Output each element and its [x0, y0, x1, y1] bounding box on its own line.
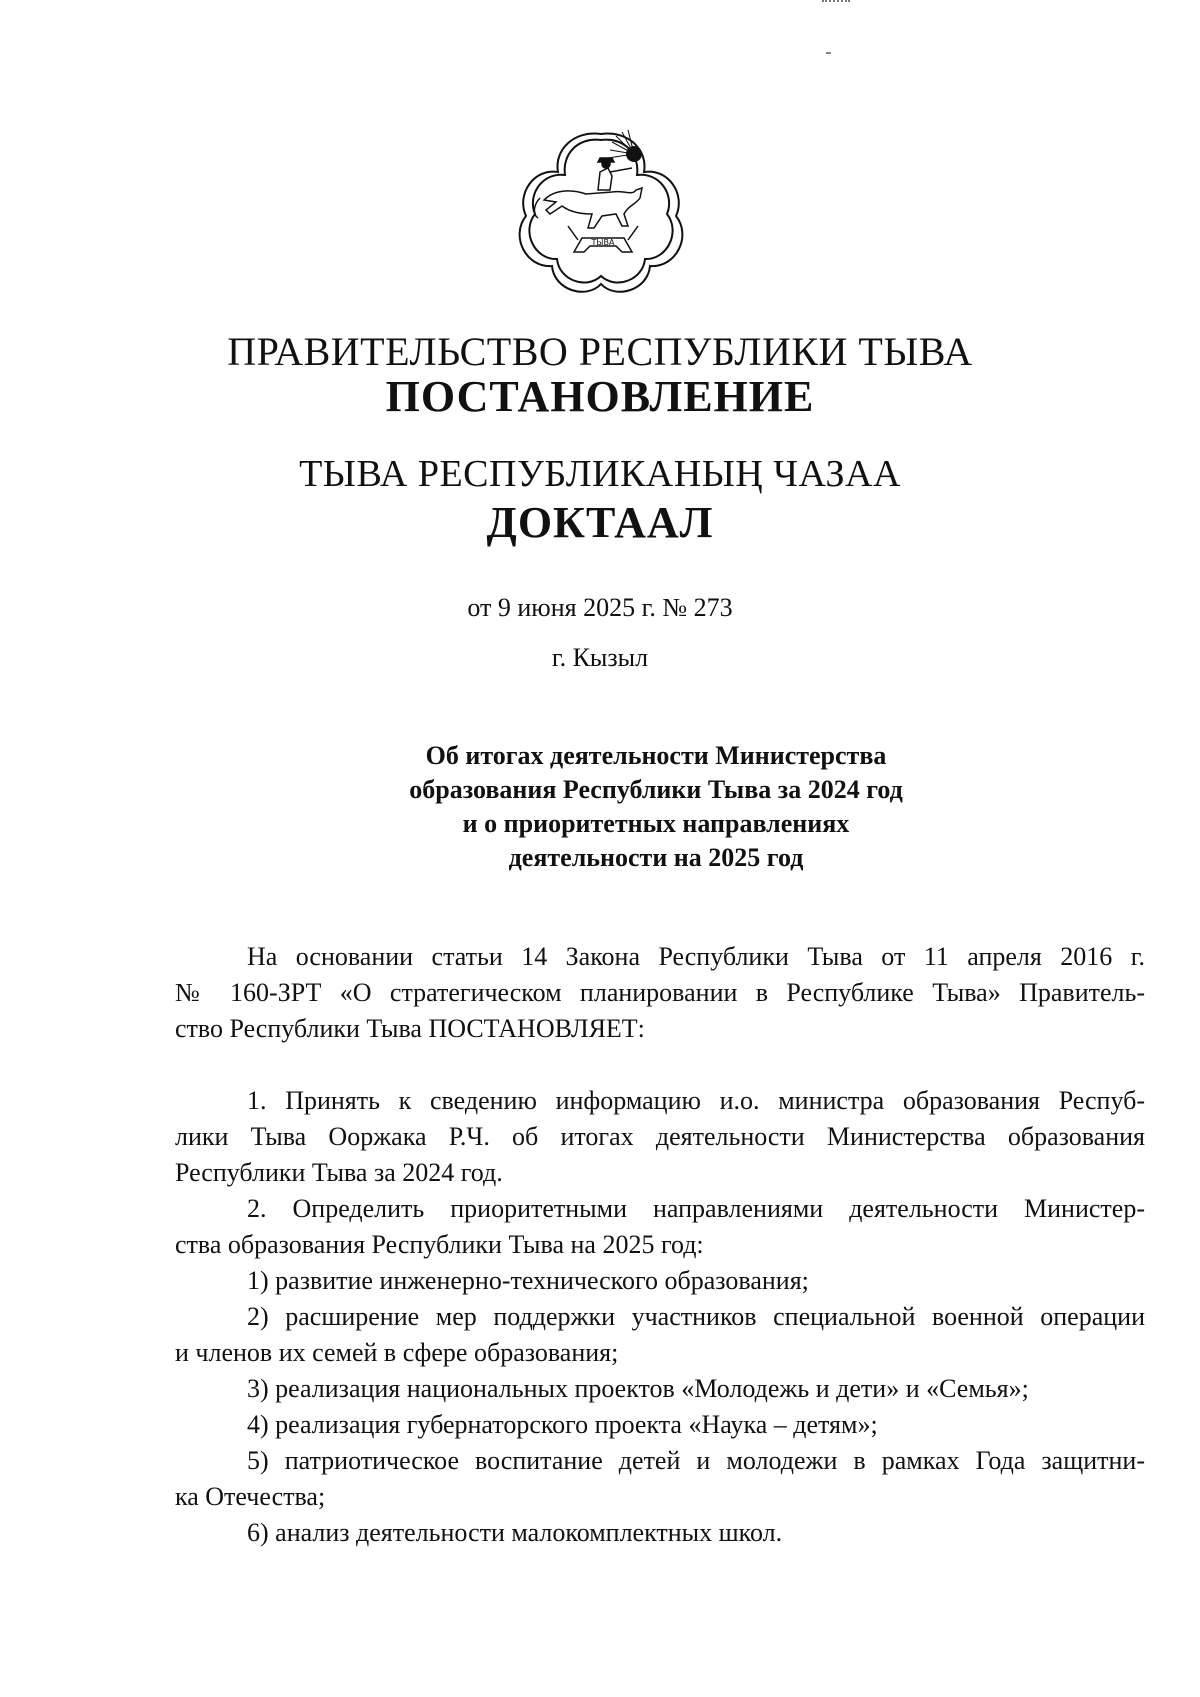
scan-artifact [826, 52, 831, 54]
scan-artifact [822, 0, 850, 6]
government-title: ПРАВИТЕЛЬСТВО РЕСПУБЛИКИ ТЫВА [227, 329, 973, 374]
government-title-tuvan: ТЫВА РЕСПУБЛИКАНЫҢ ЧАЗАА [299, 453, 901, 495]
priority-item: 1) развитие инженерно-технического образования; [247, 1266, 809, 1295]
decree-title-tuvan: ДОКТААЛ [486, 498, 714, 547]
subject-line: и о приоритетных направлениях [462, 809, 850, 838]
preamble-line: На основании статьи 14 Закона Республики Тыва от 11 апреля 2016 г. [247, 942, 1145, 971]
subject-line: Об итогах деятельности Министерства [425, 741, 887, 770]
tuva-coat-of-arms-icon [516, 128, 686, 298]
priority-item: 2) расширение мер поддержки участников специальной военной операции [247, 1302, 1145, 1331]
item-1-line: Республики Тыва за 2024 год. [175, 1158, 503, 1187]
item-1-line: 1. Принять к сведению информацию и.о. министра образования Респуб- [247, 1086, 1145, 1115]
preamble-line: № 160-ЗРТ «О стратегическом планировании в Республике Тыва» Правитель- [175, 978, 1145, 1007]
item-2-line: ства образования Республики Тыва на 2025 год: [175, 1230, 704, 1259]
priority-item-continuation: ка Отечества; [175, 1482, 326, 1511]
preamble-line: ство Республики Тыва ПОСТАНОВЛЯЕТ: [175, 1014, 645, 1043]
subject-line: деятельности на 2025 год [508, 843, 804, 872]
item-1-line: лики Тыва Ооржака Р.Ч. об итогах деятельности Министерства образования [175, 1122, 1145, 1151]
decree-title: ПОСТАНОВЛЕНИЕ [385, 372, 815, 421]
city: г. Кызыл [551, 643, 649, 672]
priority-item: 4) реализация губернаторского проекта «Наука – детям»; [247, 1410, 878, 1439]
priority-item: 6) анализ деятельности малокомплектных школ. [247, 1518, 783, 1547]
subject-line: образования Республики Тыва за 2024 год [409, 775, 903, 804]
decree-subject [380, 739, 932, 875]
date-and-number: от 9 июня 2025 г. № 273 [467, 593, 733, 622]
priority-item: 3) реализация национальных проектов «Молодежь и дети» и «Семья»; [247, 1374, 1029, 1403]
preamble-paragraph [175, 939, 1145, 1047]
priority-item: 5) патриотическое воспитание детей и молодежи в рамках Года защитни- [247, 1446, 1145, 1475]
ribbon-text: ТЫВА [591, 238, 615, 247]
item-1-paragraph [175, 1083, 1145, 1191]
item-2-paragraph [175, 1191, 1145, 1551]
priority-item-continuation: и членов их семей в сфере образования; [175, 1338, 619, 1367]
item-2-line: 2. Определить приоритетными направлениями деятельности Министер- [247, 1194, 1145, 1223]
